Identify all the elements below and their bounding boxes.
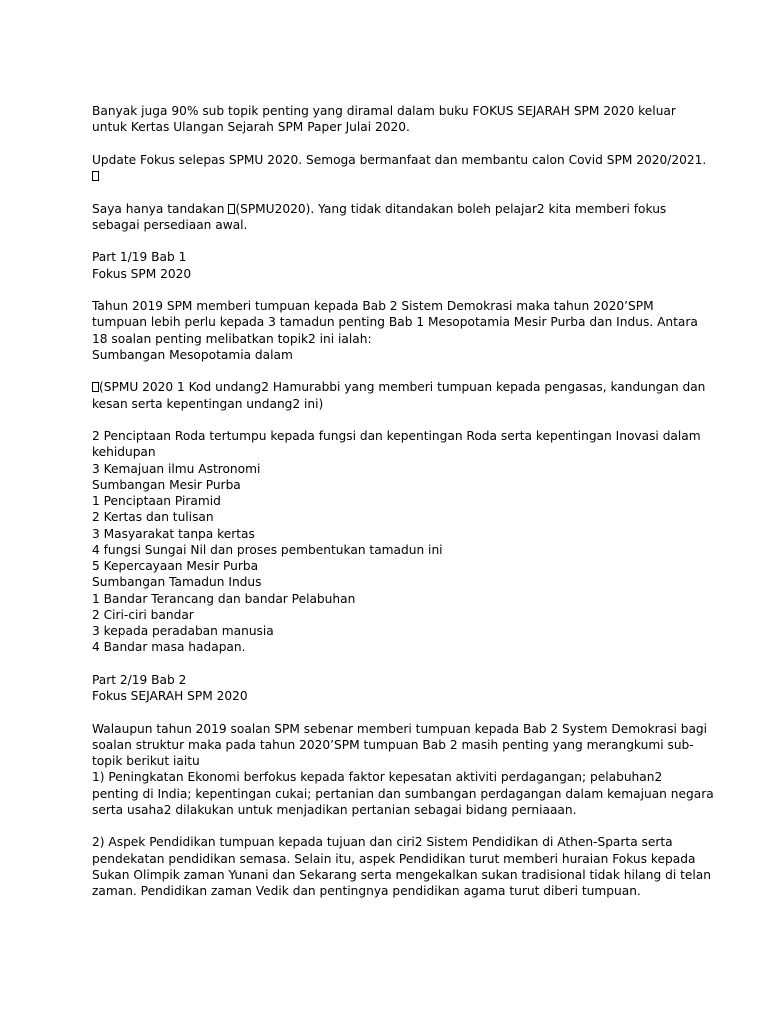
blank-line xyxy=(92,136,692,152)
text-line xyxy=(92,201,692,217)
text-line: Walaupun tahun 2019 soalan SPM sebenar memberi tumpuan kepada Bab 2 System Demokrasi bagi xyxy=(92,721,708,736)
list-line: 2 Penciptaan Roda tertumpu kepada fungsi dan kepentingan Roda serta kepentingan Inovasi dalam xyxy=(92,429,701,443)
missing-glyph-line xyxy=(92,168,692,184)
text-line: Tahun 2019 SPM memberi tumpuan kepada Bab 2 Sistem Demokrasi maka tahun 2020’SPM xyxy=(92,299,654,313)
blank-line xyxy=(92,704,692,720)
text-line: kesan serta kepentingan undang2 ini) xyxy=(92,396,324,411)
blank-line xyxy=(92,184,692,200)
text-run: (SPMU2020). Yang tidak ditandakan boleh pelajar2 kita memberi fokus xyxy=(235,201,667,216)
document-page xyxy=(92,103,714,899)
blank-line xyxy=(92,818,692,834)
text-line: pendekatan pendidikan semasa. Selain itu, aspek Pendidikan turut memberi huraian Fokus kepada xyxy=(92,851,696,866)
section-subheading: Fokus SEJARAH SPM 2020 xyxy=(92,689,248,703)
list-line: 4 fungsi Sungai Nil dan proses pembentukan tamadun ini xyxy=(92,542,443,557)
list-line: kehidupan xyxy=(92,445,156,460)
list-line: 1 Bandar Terancang dan bandar Pelabuhan xyxy=(92,591,356,606)
section-heading: Part 1/19 Bab 1 xyxy=(92,250,187,265)
blank-line xyxy=(92,656,692,672)
missing-glyph-icon xyxy=(92,382,99,392)
blank-line xyxy=(92,363,692,379)
text-line: Banyak juga 90% sub topik penting yang diramal dalam buku FOKUS SEJARAH SPM 2020 keluar xyxy=(92,104,676,118)
text-run: (SPMU 2020 1 Kod undang2 Hamurabbi yang memberi tumpuan kepada pengasas, kandungan dan xyxy=(99,380,706,395)
blank-line xyxy=(92,233,692,249)
section-subheading: Fokus SPM 2020 xyxy=(92,266,192,281)
text-line: Update Fokus selepas SPMU 2020. Semoga bermanfaat dan membantu calon Covid SPM 2020/2021. xyxy=(92,152,707,167)
list-line: 3 kepada peradaban manusia xyxy=(92,624,274,638)
text-line: sebagai persediaan awal. xyxy=(92,217,248,232)
text-line: tumpuan lebih perlu kepada 3 tamadun penting Bab 1 Mesopotamia Mesir Purba dan Indus. Antara xyxy=(92,315,698,330)
list-line: 2 Ciri-ciri bandar xyxy=(92,607,194,622)
section-heading: Part 2/19 Bab 2 xyxy=(92,672,187,687)
list-line: 5 Kepercayaan Mesir Purba xyxy=(92,559,259,573)
text-line: topik berikut iaitu xyxy=(92,754,200,768)
list-line: 3 Masyarakat tanpa kertas xyxy=(92,526,255,541)
list-line: 1 Penciptaan Piramid xyxy=(92,494,221,508)
text-line: zaman. Pendidikan zaman Vedik dan pentingnya pendidikan agama turut diberi tumpuan. xyxy=(92,884,641,898)
text-line xyxy=(92,379,706,395)
text-line: penting di India; kepentingan cukai; pertanian dan sumbangan perdagangan dalam kemajuan negara xyxy=(92,786,714,801)
text-line: Sukan Olimpik zaman Yunani dan Sekarang serta mengekalkan sukan tradisional tidak hilang di telan xyxy=(92,867,711,882)
blank-line xyxy=(92,412,692,428)
text-run: Saya hanya tandakan xyxy=(92,201,229,216)
list-line: Sumbangan Mesir Purba xyxy=(92,477,241,492)
text-line: 1) Peningkatan Ekonomi berfokus kepada faktor kepesatan aktiviti perdagangan; pelabuhan2 xyxy=(92,770,663,785)
list-line: 4 Bandar masa hadapan. xyxy=(92,640,246,655)
text-line: soalan struktur maka pada tahun 2020’SPM tumpuan Bab 2 masih penting yang merangkumi sub- xyxy=(92,737,694,752)
list-line: 2 Kertas dan tulisan xyxy=(92,510,214,525)
text-line: 2) Aspek Pendidikan tumpuan kepada tujuan dan ciri2 Sistem Pendidikan di Athen-Sparta serta xyxy=(92,835,673,850)
text-line: untuk Kertas Ulangan Sejarah SPM Paper Julai 2020. xyxy=(92,120,410,135)
text-line: serta usaha2 dilakukan untuk menjadikan pertanian sebagai bidang perniaaan. xyxy=(92,802,577,817)
text-line: Sumbangan Mesopotamia dalam xyxy=(92,347,293,362)
blank-line xyxy=(92,282,692,298)
list-line: 3 Kemajuan ilmu Astronomi xyxy=(92,461,261,476)
text-line: 18 soalan penting melibatkan topik2 ini ialah: xyxy=(92,331,372,346)
missing-glyph-icon xyxy=(92,171,99,181)
list-line: Sumbangan Tamadun Indus xyxy=(92,575,262,590)
